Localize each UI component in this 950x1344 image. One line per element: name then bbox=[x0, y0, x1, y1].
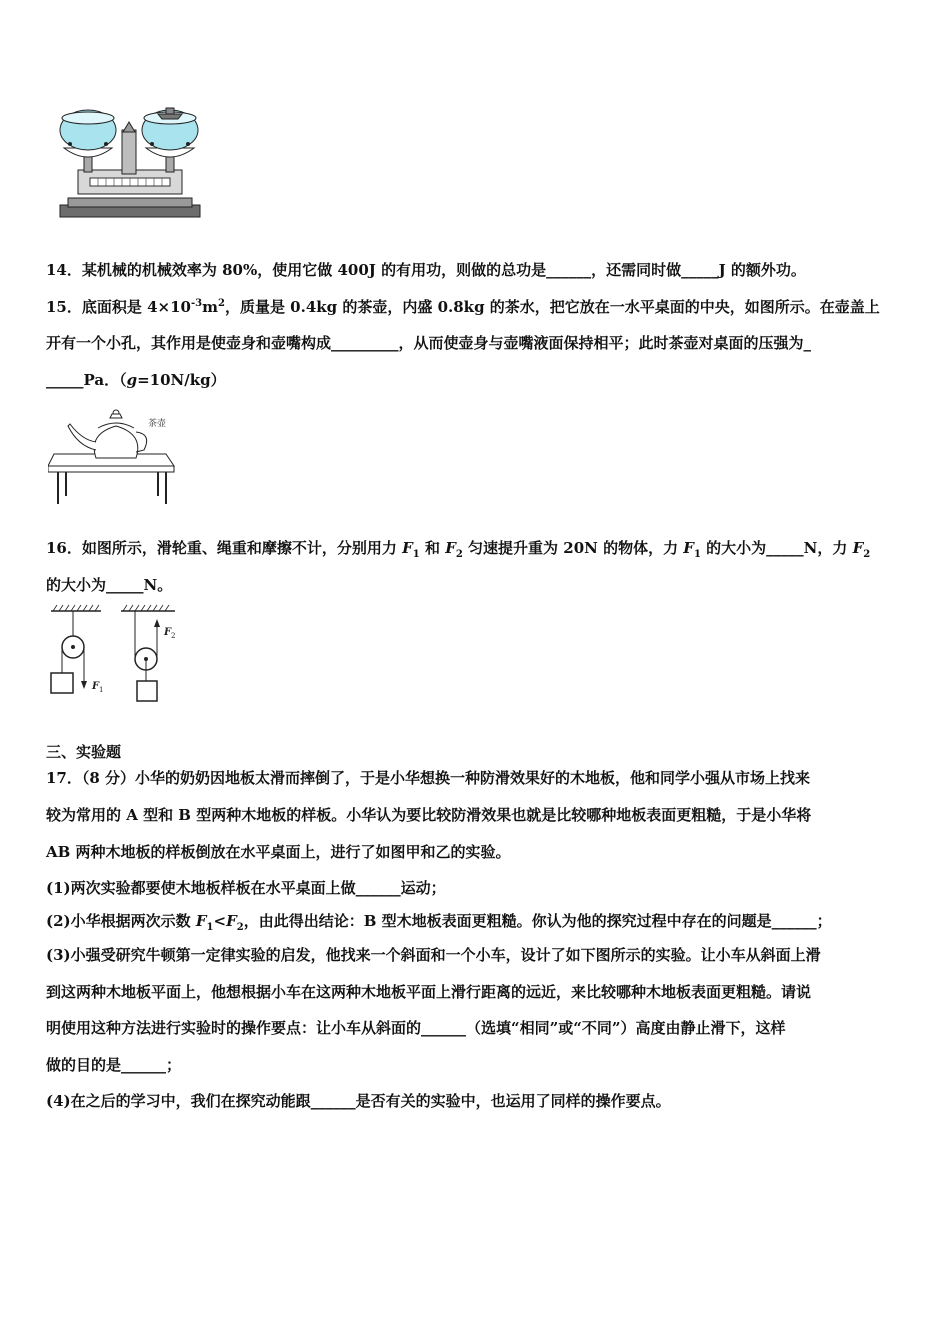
pulley-f2-sub: 2 bbox=[171, 632, 176, 640]
q16-f-b: F bbox=[445, 539, 456, 557]
q17-part3-line4: 做的目的是______； bbox=[46, 1056, 182, 1074]
q15-line1 bbox=[46, 297, 916, 317]
q17-part4: (4)在之后的学习中，我们在探究动能跟______是否有关的实验中，也运用了同样的操作要点。 bbox=[46, 1092, 671, 1110]
pulley-f1-label: F bbox=[92, 681, 100, 692]
q17-p2-a: (2)小华根据两次示数 bbox=[46, 912, 196, 930]
q17-p2-f1: F bbox=[195, 912, 207, 930]
q16-line2: 的大小为_____N。 bbox=[46, 576, 173, 594]
q17-p2-lt: < bbox=[213, 912, 227, 930]
q17-line1: 17．（8 分）小华的奶奶因地板太滑而摔倒了，于是小华想换一种防滑效果好的木地板，他和同学小强从市场上找来 bbox=[46, 769, 811, 787]
q16-line1-d: 的大小为_____N，力 bbox=[700, 539, 853, 557]
pulley-f1-sub: 1 bbox=[99, 686, 104, 694]
q16-line1 bbox=[46, 538, 916, 558]
q17-line2: 较为常用的 A 型和 B 型两种木地板的样板。小华认为要比较防滑效果也就是比较哪种地板表面更粗糙，于是小华将 bbox=[46, 806, 812, 824]
q15-line2: 开有一个小孔，其作用是使壶身和壶嘴构成_________，从而使壶身与壶嘴液面保持相平；此时茶壶对桌面的压强为_ bbox=[46, 334, 812, 352]
teapot-figure bbox=[48, 404, 183, 509]
q16-line1-c: 匀速提升重为 20N 的物体，力 bbox=[462, 539, 684, 557]
q16-line1-b: 和 bbox=[419, 539, 446, 557]
q14-text: 14．某机械的机械效率为 80%，使用它做 400J 的有用功，则做的总功是______，还需同时做_____J 的额外功。 bbox=[46, 261, 806, 279]
q16-s2-b: 2 bbox=[863, 549, 871, 560]
q16-line1-a: 16．如图所示，滑轮重、绳重和摩擦不计，分别用力 bbox=[46, 539, 403, 557]
q16-f-c: F bbox=[683, 539, 694, 557]
q17-part1: (1)两次实验都要使木地板样板在水平桌面上做______运动； bbox=[46, 879, 446, 897]
q16-s1-a: 1 bbox=[412, 549, 420, 560]
teapot-label: 茶壶 bbox=[148, 419, 167, 429]
q15-line1-a: 15．底面积是 4×10 bbox=[46, 298, 191, 316]
q16-s1-b: 1 bbox=[693, 549, 701, 560]
q16-s2-a: 2 bbox=[455, 549, 463, 560]
q17-p2-b: ，由此得出结论：B 型木地板表面更粗糙。你认为他的探究过程中存在的问题是______； bbox=[243, 912, 832, 930]
pulley-f2-label: F bbox=[164, 627, 172, 638]
q16-f-a: F bbox=[402, 539, 413, 557]
section3-heading: 三、实验题 bbox=[46, 743, 122, 761]
q17-part3-line3: 明使用这种方法进行实验时的操作要点：让小车从斜面的______（选填“相同”或“不同”）高度由静止滑下，这样 bbox=[46, 1019, 786, 1037]
q17-part3-line2: 到这两种木地板平面上，他想根据小车在这两种木地板平面上滑行距离的远近，来比较哪种木地板表面更粗糙。请说 bbox=[46, 983, 812, 1001]
q15-line3-a: _____Pa．（ bbox=[46, 371, 127, 389]
q15-line3 bbox=[46, 370, 916, 390]
q17-line3: AB 两种木地板的样板倒放在水平桌面上，进行了如图甲和乙的实验。 bbox=[46, 843, 511, 861]
q15-line1-c: ，质量是 0.4kg 的茶壶，内盛 0.8kg 的茶水，把它放在一水平桌面的中央，如图所示。在壶盖上 bbox=[224, 298, 880, 316]
pulley-figure bbox=[45, 603, 190, 708]
q16-f-d: F bbox=[852, 539, 864, 557]
q15-line3-b: =10N/kg） bbox=[137, 371, 226, 389]
q17-p2-f2: F bbox=[226, 912, 237, 930]
balance-scale-figure bbox=[50, 100, 210, 225]
q15-g: g bbox=[126, 371, 138, 389]
q15-exp1: -3 bbox=[190, 298, 203, 309]
q15-line1-b: m bbox=[202, 298, 218, 316]
q15-exp2: 2 bbox=[217, 298, 225, 309]
q17-p2-s2: 2 bbox=[236, 922, 244, 933]
q17-part2 bbox=[46, 911, 916, 931]
q17-p2-s1: 1 bbox=[206, 922, 214, 933]
q17-part3-line1: (3)小强受研究牛顿第一定律实验的启发，他找来一个斜面和一个小车，设计了如下图所示的实验。让小车从斜面上滑 bbox=[46, 946, 821, 964]
